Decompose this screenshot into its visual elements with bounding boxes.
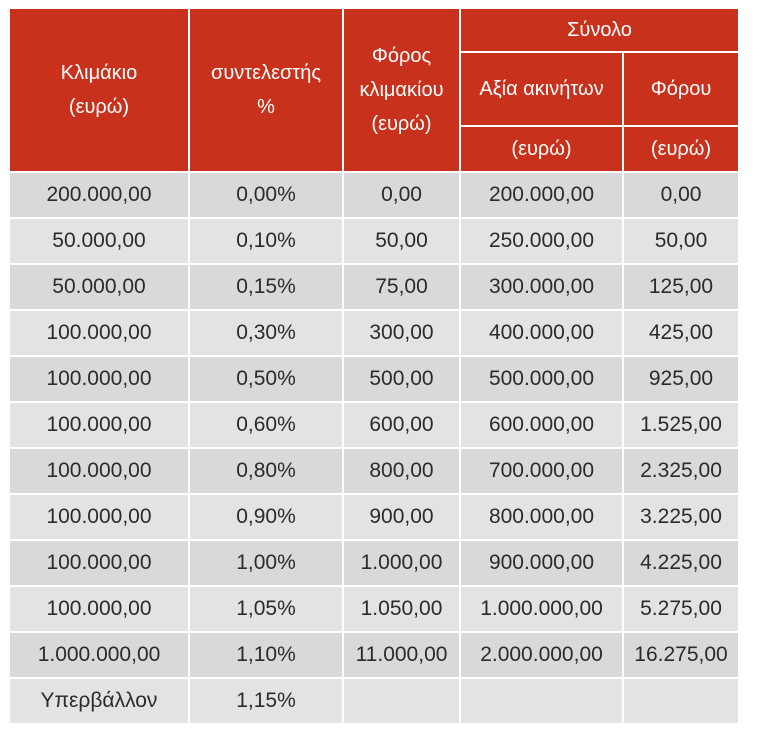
total-tax-cell: 925,00 bbox=[623, 356, 739, 402]
bracket-tax-cell: 11.000,00 bbox=[343, 632, 460, 678]
bracket-cell: 100.000,00 bbox=[9, 494, 189, 540]
property-value-cell: 400.000,00 bbox=[460, 310, 623, 356]
header-bracket-tax-line2: κλιμακίου bbox=[359, 79, 444, 101]
rate-cell: 1,05% bbox=[189, 586, 343, 632]
total-tax-cell: 2.325,00 bbox=[623, 448, 739, 494]
rate-cell: 0,15% bbox=[189, 264, 343, 310]
header-rate-label: συντελεστής bbox=[210, 62, 322, 84]
table-row bbox=[9, 310, 739, 356]
rate-cell: 0,90% bbox=[189, 494, 343, 540]
bracket-tax-cell: 900,00 bbox=[343, 494, 460, 540]
bracket-tax-cell: 75,00 bbox=[343, 264, 460, 310]
property-value-cell: 800.000,00 bbox=[460, 494, 623, 540]
table-row bbox=[9, 632, 739, 678]
bracket-cell: 200.000,00 bbox=[9, 172, 189, 218]
table-row bbox=[9, 218, 739, 264]
header-bracket-tax bbox=[343, 8, 460, 172]
total-tax-cell bbox=[623, 678, 739, 724]
total-tax-cell: 3.225,00 bbox=[623, 494, 739, 540]
rate-cell: 0,00% bbox=[189, 172, 343, 218]
property-value-cell: 1.000.000,00 bbox=[460, 586, 623, 632]
property-value-cell: 500.000,00 bbox=[460, 356, 623, 402]
header-bracket bbox=[9, 8, 189, 172]
header-bracket-unit: (ευρώ) bbox=[68, 96, 130, 118]
bracket-cell: 100.000,00 bbox=[9, 310, 189, 356]
table-row bbox=[9, 402, 739, 448]
property-value-cell: 2.000.000,00 bbox=[460, 632, 623, 678]
table-row bbox=[9, 494, 739, 540]
property-value-cell: 300.000,00 bbox=[460, 264, 623, 310]
property-value-cell: 700.000,00 bbox=[460, 448, 623, 494]
header-total-tax: Φόρου bbox=[623, 52, 739, 126]
total-tax-cell: 4.225,00 bbox=[623, 540, 739, 586]
total-tax-cell: 5.275,00 bbox=[623, 586, 739, 632]
bracket-tax-cell: 300,00 bbox=[343, 310, 460, 356]
bracket-tax-cell bbox=[343, 678, 460, 724]
header-bracket-label: Κλιμάκιο bbox=[60, 62, 138, 84]
rate-cell: 0,60% bbox=[189, 402, 343, 448]
table-header bbox=[9, 8, 739, 172]
bracket-tax-cell: 0,00 bbox=[343, 172, 460, 218]
table-body bbox=[9, 172, 739, 724]
table-row bbox=[9, 586, 739, 632]
table-row bbox=[9, 172, 739, 218]
bracket-cell: 50.000,00 bbox=[9, 218, 189, 264]
header-property-value-unit: (ευρώ) bbox=[460, 126, 623, 172]
bracket-tax-cell: 1.050,00 bbox=[343, 586, 460, 632]
bracket-tax-cell: 800,00 bbox=[343, 448, 460, 494]
rate-cell: 1,00% bbox=[189, 540, 343, 586]
bracket-tax-cell: 500,00 bbox=[343, 356, 460, 402]
rate-cell: 0,10% bbox=[189, 218, 343, 264]
table-row bbox=[9, 540, 739, 586]
header-rate-unit: % bbox=[257, 96, 275, 118]
table-row bbox=[9, 356, 739, 402]
total-tax-cell: 50,00 bbox=[623, 218, 739, 264]
header-bracket-tax-unit: (ευρώ) bbox=[371, 113, 432, 135]
total-tax-cell: 125,00 bbox=[623, 264, 739, 310]
table-row bbox=[9, 678, 739, 724]
tax-brackets-table bbox=[8, 7, 740, 725]
property-value-cell: 250.000,00 bbox=[460, 218, 623, 264]
property-value-cell: 600.000,00 bbox=[460, 402, 623, 448]
bracket-cell: 100.000,00 bbox=[9, 586, 189, 632]
total-tax-cell: 16.275,00 bbox=[623, 632, 739, 678]
total-tax-cell: 425,00 bbox=[623, 310, 739, 356]
rate-cell: 1,15% bbox=[189, 678, 343, 724]
table-row bbox=[9, 264, 739, 310]
bracket-cell: 100.000,00 bbox=[9, 540, 189, 586]
header-bracket-tax-line1: Φόρος bbox=[371, 45, 432, 67]
table-row bbox=[9, 448, 739, 494]
property-value-cell: 200.000,00 bbox=[460, 172, 623, 218]
header-rate bbox=[189, 8, 343, 172]
bracket-cell: 1.000.000,00 bbox=[9, 632, 189, 678]
header-total: Σύνολο bbox=[460, 8, 739, 52]
bracket-cell: Υπερβάλλον bbox=[9, 678, 189, 724]
total-tax-cell: 1.525,00 bbox=[623, 402, 739, 448]
bracket-cell: 100.000,00 bbox=[9, 356, 189, 402]
header-property-value: Αξία ακινήτων bbox=[460, 52, 623, 126]
rate-cell: 0,30% bbox=[189, 310, 343, 356]
total-tax-cell: 0,00 bbox=[623, 172, 739, 218]
bracket-tax-cell: 50,00 bbox=[343, 218, 460, 264]
rate-cell: 1,10% bbox=[189, 632, 343, 678]
header-total-tax-unit: (ευρώ) bbox=[623, 126, 739, 172]
bracket-cell: 50.000,00 bbox=[9, 264, 189, 310]
bracket-cell: 100.000,00 bbox=[9, 402, 189, 448]
property-value-cell: 900.000,00 bbox=[460, 540, 623, 586]
property-value-cell bbox=[460, 678, 623, 724]
rate-cell: 0,50% bbox=[189, 356, 343, 402]
bracket-cell: 100.000,00 bbox=[9, 448, 189, 494]
rate-cell: 0,80% bbox=[189, 448, 343, 494]
bracket-tax-cell: 1.000,00 bbox=[343, 540, 460, 586]
bracket-tax-cell: 600,00 bbox=[343, 402, 460, 448]
